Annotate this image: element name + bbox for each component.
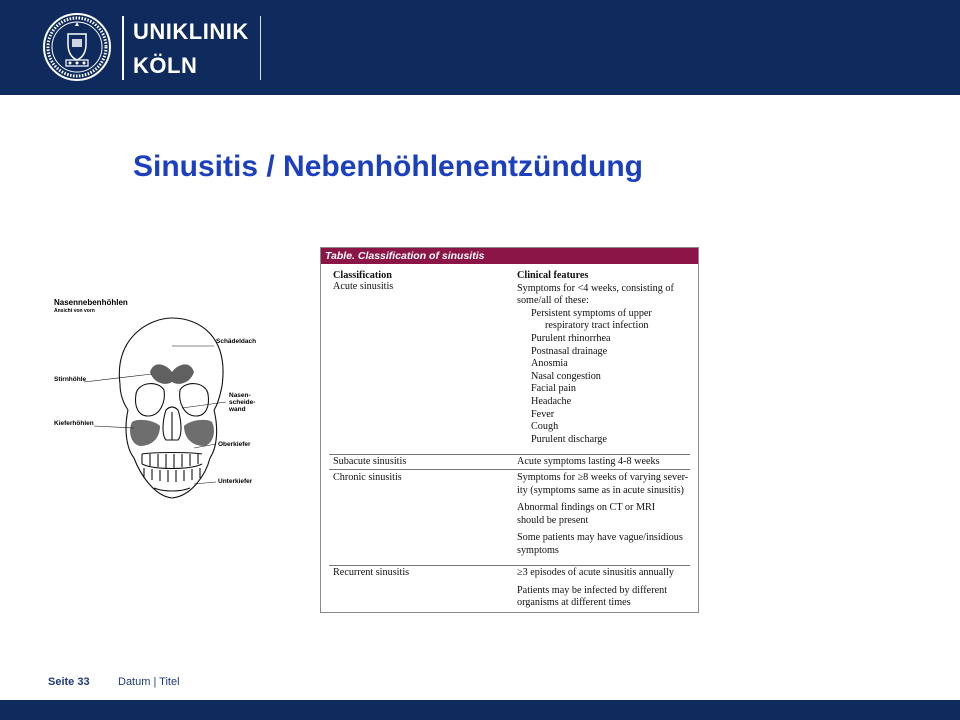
chronic-p1-l1: Symptoms for ≥8 weeks of varying sever- xyxy=(517,472,689,483)
label-stirnhoehle: Stirnhöhle xyxy=(54,376,87,383)
brand-line-1: UNIKLINIK xyxy=(133,19,249,44)
acute-item: Persistent symptoms of upper xyxy=(531,307,652,319)
chronic-label: Chronic sinusitis xyxy=(333,472,402,483)
row-divider xyxy=(329,565,690,566)
recurrent-label: Recurrent sinusitis xyxy=(333,567,410,578)
brand-line-2: KÖLN xyxy=(133,53,198,78)
recurrent-p1: ≥3 episodes of acute sinusitis annually xyxy=(517,567,674,578)
label-unterkiefer: Unterkiefer xyxy=(218,478,253,485)
row-divider xyxy=(329,469,690,470)
classification-cell xyxy=(333,270,393,292)
acute-item: Postnasal drainage xyxy=(531,345,608,357)
acute-item: Fever xyxy=(531,408,555,420)
recurrent-features xyxy=(517,567,695,610)
chronic-p3-l1: Some patients may have vague/insidious xyxy=(517,532,683,544)
footer-bar xyxy=(0,700,960,720)
acute-item: Cough xyxy=(531,421,559,433)
subacute-label: Subacute sinusitis xyxy=(333,456,407,467)
chronic-p2-l1: Abnormal findings on CT or MRI xyxy=(517,502,656,514)
acute-item: Anosmia xyxy=(531,358,568,370)
recurrent-p2-l2: organisms at different times xyxy=(517,597,631,609)
figure-title: Nasennebenhöhlen xyxy=(54,298,128,307)
chronic-p2-l2: should be present xyxy=(517,514,589,526)
chronic-features xyxy=(517,472,695,558)
header-bar xyxy=(0,0,960,95)
column-header-features: Clinical features xyxy=(517,270,589,281)
chronic-p1-l2: ity (symptoms same as in acute sinusitis) xyxy=(517,484,684,496)
chronic-p3-l2: symptoms xyxy=(517,544,559,556)
acute-line-2: some/all of these: xyxy=(517,295,589,307)
skull-figure xyxy=(54,298,269,520)
label-nasenscheidewand xyxy=(229,392,255,413)
acute-item: respiratory tract infection xyxy=(545,320,649,332)
figure-subtitle: Ansicht von vorn xyxy=(54,308,95,314)
brand-divider-right xyxy=(260,16,261,80)
table-header: Table. Classification of sinusitis xyxy=(321,248,698,264)
subacute-text: Acute symptoms lasting 4-8 weeks xyxy=(517,456,660,467)
acute-item: Nasal congestion xyxy=(531,370,601,382)
acute-line-1: Symptoms for <4 weeks, consisting of xyxy=(517,282,674,294)
slide-title: Sinusitis / Nebenhöhlenentzündung xyxy=(133,150,643,183)
label-nasenscheidewand-1: Nasen- xyxy=(229,392,251,399)
column-header-classification: Classification xyxy=(333,270,392,281)
recurrent-p2-l1: Patients may be infected by different xyxy=(517,584,668,596)
acute-label: Acute sinusitis xyxy=(333,281,394,292)
page-number: Seite 33 xyxy=(48,676,90,688)
features-cell xyxy=(517,270,695,446)
label-nasenscheidewand-2: scheide- xyxy=(229,399,256,406)
university-seal-icon xyxy=(42,12,112,82)
acute-item: Purulent discharge xyxy=(531,433,607,445)
brand-wordmark xyxy=(133,15,249,83)
acute-item: Headache xyxy=(531,395,572,407)
label-oberkiefer: Oberkiefer xyxy=(218,441,251,448)
acute-item: Facial pain xyxy=(531,383,576,395)
brand-divider-left xyxy=(122,16,124,80)
footer-meta: Datum | Titel xyxy=(118,676,180,688)
row-divider xyxy=(329,454,690,455)
classification-table xyxy=(320,247,699,613)
acute-item: Purulent rhinorrhea xyxy=(531,332,611,344)
label-nasenscheidewand-3: wand xyxy=(229,406,246,413)
label-schaedeldach: Schädeldach xyxy=(216,338,257,345)
label-kieferhoehlen: Kieferhöhlen xyxy=(54,420,94,427)
